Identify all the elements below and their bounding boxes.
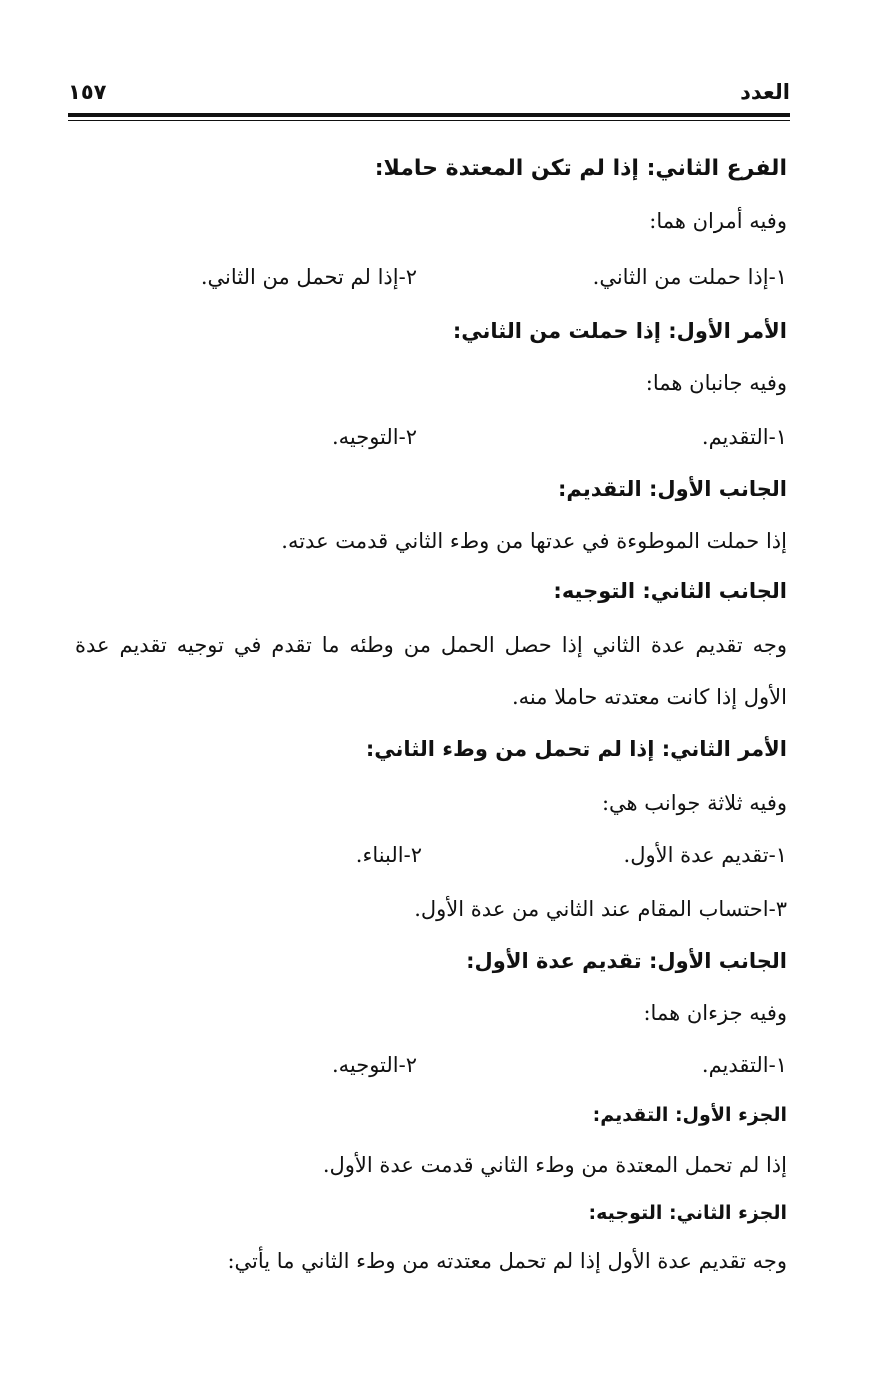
running-title: العدد <box>740 80 790 104</box>
body-line: وفيه جزءان هما: <box>643 1001 787 1025</box>
body-line: وفيه ثلاثة جوانب هي: <box>601 791 787 815</box>
section-heading-branch-two: الفرع الثاني: إذا لم تكن المعتدة حاملا: <box>374 156 787 181</box>
body-line: وفيه جانبان هما: <box>645 371 787 395</box>
page-number: ١٥٧ <box>68 80 107 104</box>
enumerated-pair <box>190 1050 787 1080</box>
list-item: ١-التقديم. <box>701 425 787 449</box>
subheading-aspect-one-b: الجانب الأول: تقديم عدة الأول: <box>466 949 787 973</box>
subheading-part-two: الجزء الثاني: التوجيه: <box>588 1202 787 1224</box>
enumerated-pair <box>190 840 787 870</box>
header-rule-thick <box>68 113 790 117</box>
body-line: إذا حملت الموطوءة في عدتها من وطء الثاني قدمت عدته. <box>281 529 787 553</box>
list-item: ٢-البناء. <box>355 843 422 867</box>
subheading-part-one: الجزء الأول: التقديم: <box>592 1104 787 1126</box>
body-line-justified: وجه تقديم عدة الثاني إذا حصل الحمل من وطئه ما تقدم في توجيه تقديم عدة <box>75 633 787 657</box>
subheading-aspect-one: الجانب الأول: التقديم: <box>557 477 787 501</box>
enumerated-pair <box>190 422 787 452</box>
list-item: ٣-احتساب المقام عند الثاني من عدة الأول. <box>414 897 787 921</box>
body-line: إذا لم تحمل المعتدة من وطء الثاني قدمت عدة الأول. <box>322 1153 787 1177</box>
page-header <box>68 80 790 110</box>
list-item: ١-التقديم. <box>701 1053 787 1077</box>
subheading-aspect-two: الجانب الثاني: التوجيه: <box>553 579 787 603</box>
header-rule-thin <box>68 120 790 121</box>
body-line: الأول إذا كانت معتدته حاملا منه. <box>512 685 787 709</box>
list-item: ١-إذا حملت من الثاني. <box>592 265 787 289</box>
subheading-matter-two: الأمر الثاني: إذا لم تحمل من وطء الثاني: <box>365 737 787 761</box>
list-item: ٢-إذا لم تحمل من الثاني. <box>200 265 417 289</box>
list-item: ٢-التوجيه. <box>331 425 417 449</box>
list-item: ٢-التوجيه. <box>331 1053 417 1077</box>
body-line: وفيه أمران هما: <box>649 209 787 233</box>
enumerated-pair <box>190 262 787 292</box>
body-line: وجه تقديم عدة الأول إذا لم تحمل معتدته من وطء الثاني ما يأتي: <box>227 1249 787 1273</box>
list-item: ١-تقديم عدة الأول. <box>623 843 787 867</box>
subheading-matter-one: الأمر الأول: إذا حملت من الثاني: <box>452 319 787 343</box>
